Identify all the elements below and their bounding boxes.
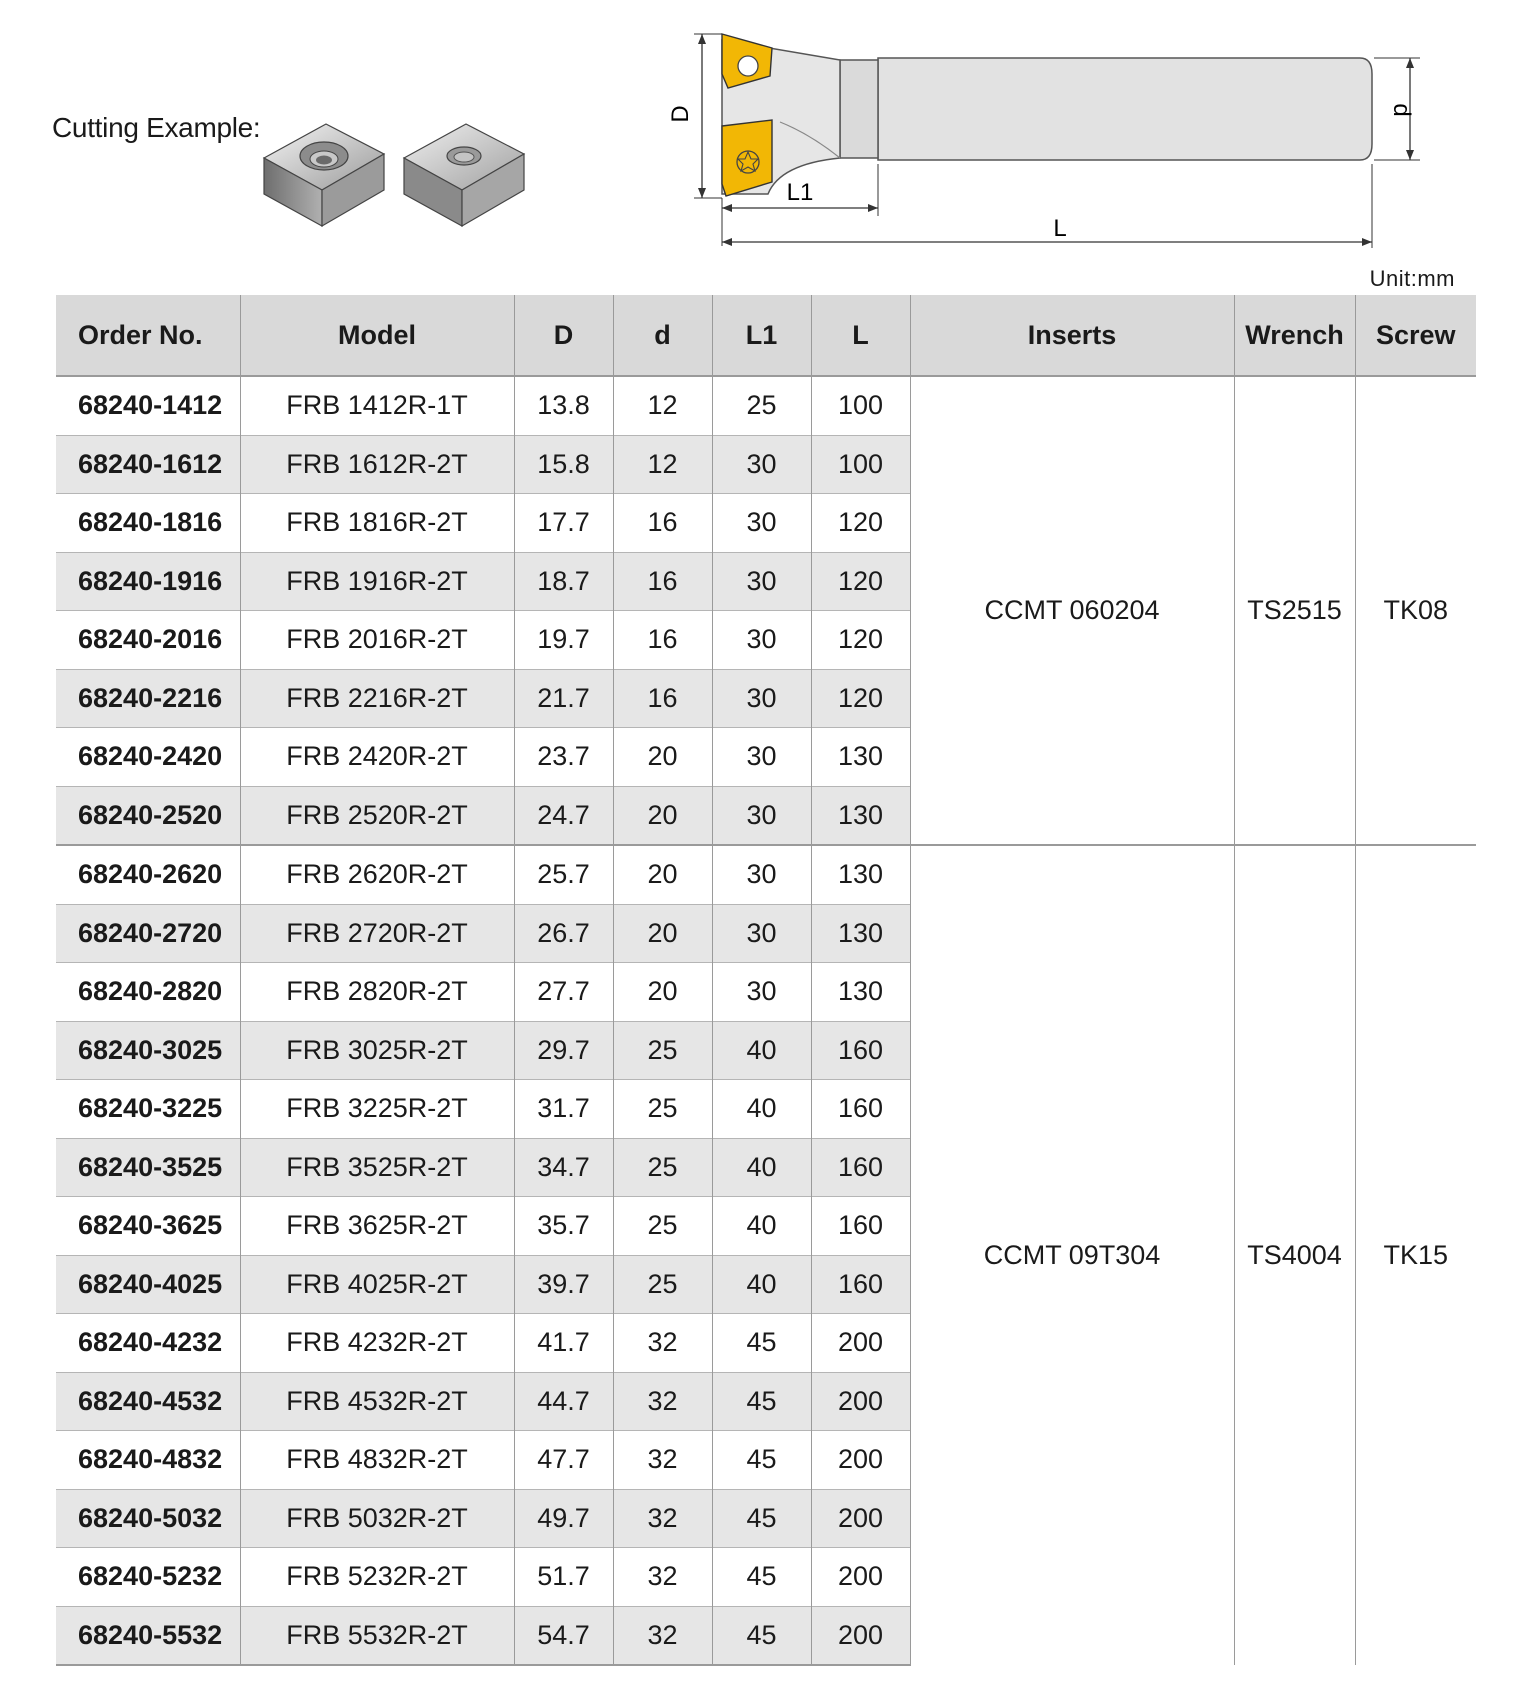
cell-order-no: 68240-4025 [56, 1255, 240, 1314]
cell-L: 160 [811, 1197, 910, 1256]
cell-order-no: 68240-5532 [56, 1606, 240, 1665]
cell-order-no: 68240-2720 [56, 904, 240, 963]
header-screw: Screw [1355, 295, 1476, 376]
cell-order-no: 68240-1916 [56, 552, 240, 611]
cell-model: FRB 2820R-2T [240, 963, 514, 1022]
cell-model: FRB 1916R-2T [240, 552, 514, 611]
cell-D: 29.7 [514, 1021, 613, 1080]
cell-D: 13.8 [514, 376, 613, 435]
cell-L1: 30 [712, 963, 811, 1022]
cell-inserts: CCMT 09T304 [910, 845, 1234, 1665]
cell-d: 12 [613, 376, 712, 435]
cell-L: 120 [811, 611, 910, 670]
cell-D: 47.7 [514, 1431, 613, 1490]
cell-model: FRB 2620R-2T [240, 845, 514, 904]
header-D: D [514, 295, 613, 376]
cell-L1: 45 [712, 1372, 811, 1431]
cell-order-no: 68240-1612 [56, 435, 240, 494]
cell-order-no: 68240-4232 [56, 1314, 240, 1373]
cell-inserts: CCMT 060204 [910, 376, 1234, 845]
cell-D: 51.7 [514, 1548, 613, 1607]
cell-L: 120 [811, 552, 910, 611]
cell-order-no: 68240-3525 [56, 1138, 240, 1197]
cell-model: FRB 4232R-2T [240, 1314, 514, 1373]
cell-L: 160 [811, 1080, 910, 1139]
cell-order-no: 68240-5032 [56, 1489, 240, 1548]
cell-D: 15.8 [514, 435, 613, 494]
cell-L: 160 [811, 1255, 910, 1314]
cell-L1: 40 [712, 1138, 811, 1197]
cell-D: 41.7 [514, 1314, 613, 1373]
table-body [56, 376, 1476, 1665]
cell-L1: 40 [712, 1021, 811, 1080]
cell-d: 32 [613, 1314, 712, 1373]
cell-L1: 45 [712, 1489, 811, 1548]
cell-D: 26.7 [514, 904, 613, 963]
cell-L: 130 [811, 963, 910, 1022]
cell-d: 20 [613, 845, 712, 904]
cell-d: 32 [613, 1606, 712, 1665]
header-wrench: Wrench [1234, 295, 1355, 376]
cell-d: 20 [613, 904, 712, 963]
cell-L1: 30 [712, 904, 811, 963]
cell-L1: 40 [712, 1255, 811, 1314]
cell-model: FRB 2016R-2T [240, 611, 514, 670]
cell-D: 25.7 [514, 845, 613, 904]
cell-L: 120 [811, 494, 910, 553]
cell-d: 25 [613, 1197, 712, 1256]
cell-wrench: TS4004 [1234, 845, 1355, 1665]
spec-table [56, 295, 1476, 1666]
cell-d: 16 [613, 494, 712, 553]
cell-L1: 30 [712, 786, 811, 845]
cell-order-no: 68240-5232 [56, 1548, 240, 1607]
cell-d: 25 [613, 1080, 712, 1139]
cell-order-no: 68240-4832 [56, 1431, 240, 1490]
cell-L: 130 [811, 845, 910, 904]
cell-L: 200 [811, 1372, 910, 1431]
cell-model: FRB 3225R-2T [240, 1080, 514, 1139]
cell-L: 130 [811, 728, 910, 787]
cell-L1: 45 [712, 1431, 811, 1490]
cell-model: FRB 1412R-1T [240, 376, 514, 435]
cell-model: FRB 2720R-2T [240, 904, 514, 963]
cell-d: 25 [613, 1255, 712, 1314]
cell-d: 32 [613, 1431, 712, 1490]
cell-d: 20 [613, 728, 712, 787]
cell-D: 19.7 [514, 611, 613, 670]
cell-order-no: 68240-3625 [56, 1197, 240, 1256]
cell-D: 39.7 [514, 1255, 613, 1314]
cell-d: 16 [613, 611, 712, 670]
cell-D: 31.7 [514, 1080, 613, 1139]
cell-order-no: 68240-2620 [56, 845, 240, 904]
cell-d: 20 [613, 963, 712, 1022]
cell-screw: TK08 [1355, 376, 1476, 845]
cell-L: 100 [811, 435, 910, 494]
cell-D: 21.7 [514, 669, 613, 728]
cell-D: 54.7 [514, 1606, 613, 1665]
cell-L1: 30 [712, 845, 811, 904]
cell-wrench: TS2515 [1234, 376, 1355, 845]
cell-L1: 45 [712, 1606, 811, 1665]
cell-d: 20 [613, 786, 712, 845]
cell-order-no: 68240-4532 [56, 1372, 240, 1431]
insert-image-1 [262, 120, 386, 230]
cell-L: 200 [811, 1314, 910, 1373]
table-row [56, 376, 1476, 435]
header-inserts: Inserts [910, 295, 1234, 376]
cell-L1: 40 [712, 1080, 811, 1139]
cell-L1: 30 [712, 435, 811, 494]
cell-d: 32 [613, 1489, 712, 1548]
cell-D: 18.7 [514, 552, 613, 611]
cell-model: FRB 3025R-2T [240, 1021, 514, 1080]
cell-L: 130 [811, 786, 910, 845]
cell-d: 32 [613, 1548, 712, 1607]
dim-label-d: d [1388, 103, 1415, 117]
cell-order-no: 68240-2520 [56, 786, 240, 845]
cell-d: 12 [613, 435, 712, 494]
cell-model: FRB 3625R-2T [240, 1197, 514, 1256]
cell-d: 25 [613, 1138, 712, 1197]
cell-model: FRB 4532R-2T [240, 1372, 514, 1431]
cell-L1: 30 [712, 611, 811, 670]
cell-order-no: 68240-1816 [56, 494, 240, 553]
header-d: d [613, 295, 712, 376]
cell-D: 44.7 [514, 1372, 613, 1431]
cell-L: 130 [811, 904, 910, 963]
cell-screw: TK15 [1355, 845, 1476, 1665]
header-model: Model [240, 295, 514, 376]
cell-D: 23.7 [514, 728, 613, 787]
cell-d: 25 [613, 1021, 712, 1080]
cell-L1: 45 [712, 1548, 811, 1607]
cell-D: 27.7 [514, 963, 613, 1022]
dim-label-L1: L1 [786, 179, 814, 206]
header-order-no: Order No. [56, 295, 240, 376]
cell-order-no: 68240-2216 [56, 669, 240, 728]
cell-L: 200 [811, 1606, 910, 1665]
cell-order-no: 68240-3225 [56, 1080, 240, 1139]
cell-L1: 40 [712, 1197, 811, 1256]
unit-label: Unit:mm [1369, 266, 1455, 291]
cutting-example-label: Cutting Example: [52, 112, 261, 143]
cell-L1: 30 [712, 494, 811, 553]
cell-D: 49.7 [514, 1489, 613, 1548]
cell-model: FRB 5032R-2T [240, 1489, 514, 1548]
cell-L1: 30 [712, 728, 811, 787]
cell-D: 17.7 [514, 494, 613, 553]
cell-order-no: 68240-2016 [56, 611, 240, 670]
cell-d: 32 [613, 1372, 712, 1431]
cell-order-no: 68240-2820 [56, 963, 240, 1022]
cell-model: FRB 2216R-2T [240, 669, 514, 728]
cell-L: 120 [811, 669, 910, 728]
cell-D: 34.7 [514, 1138, 613, 1197]
cell-model: FRB 3525R-2T [240, 1138, 514, 1197]
dim-label-D: D [667, 105, 694, 123]
cell-L1: 25 [712, 376, 811, 435]
cell-d: 16 [613, 552, 712, 611]
insert-image-2 [402, 120, 526, 230]
dim-label-L: L [1053, 215, 1067, 242]
cell-model: FRB 1612R-2T [240, 435, 514, 494]
table-header-row [56, 295, 1476, 376]
cell-L: 200 [811, 1489, 910, 1548]
cell-L: 200 [811, 1548, 910, 1607]
cell-L1: 45 [712, 1314, 811, 1373]
cell-L: 160 [811, 1138, 910, 1197]
cell-D: 24.7 [514, 786, 613, 845]
cell-order-no: 68240-2420 [56, 728, 240, 787]
cell-L1: 30 [712, 669, 811, 728]
cell-model: FRB 5532R-2T [240, 1606, 514, 1665]
cell-L: 200 [811, 1431, 910, 1490]
end-mill-drawing [660, 14, 1420, 254]
cell-L: 160 [811, 1021, 910, 1080]
cell-model: FRB 4832R-2T [240, 1431, 514, 1490]
cell-L1: 30 [712, 552, 811, 611]
cell-model: FRB 5232R-2T [240, 1548, 514, 1607]
cell-model: FRB 2520R-2T [240, 786, 514, 845]
cell-D: 35.7 [514, 1197, 613, 1256]
header-L: L [811, 295, 910, 376]
cell-model: FRB 4025R-2T [240, 1255, 514, 1314]
table-row [56, 845, 1476, 904]
header-L1: L1 [712, 295, 811, 376]
cell-d: 16 [613, 669, 712, 728]
cell-model: FRB 2420R-2T [240, 728, 514, 787]
cell-model: FRB 1816R-2T [240, 494, 514, 553]
cell-order-no: 68240-1412 [56, 376, 240, 435]
cell-order-no: 68240-3025 [56, 1021, 240, 1080]
cell-L: 100 [811, 376, 910, 435]
